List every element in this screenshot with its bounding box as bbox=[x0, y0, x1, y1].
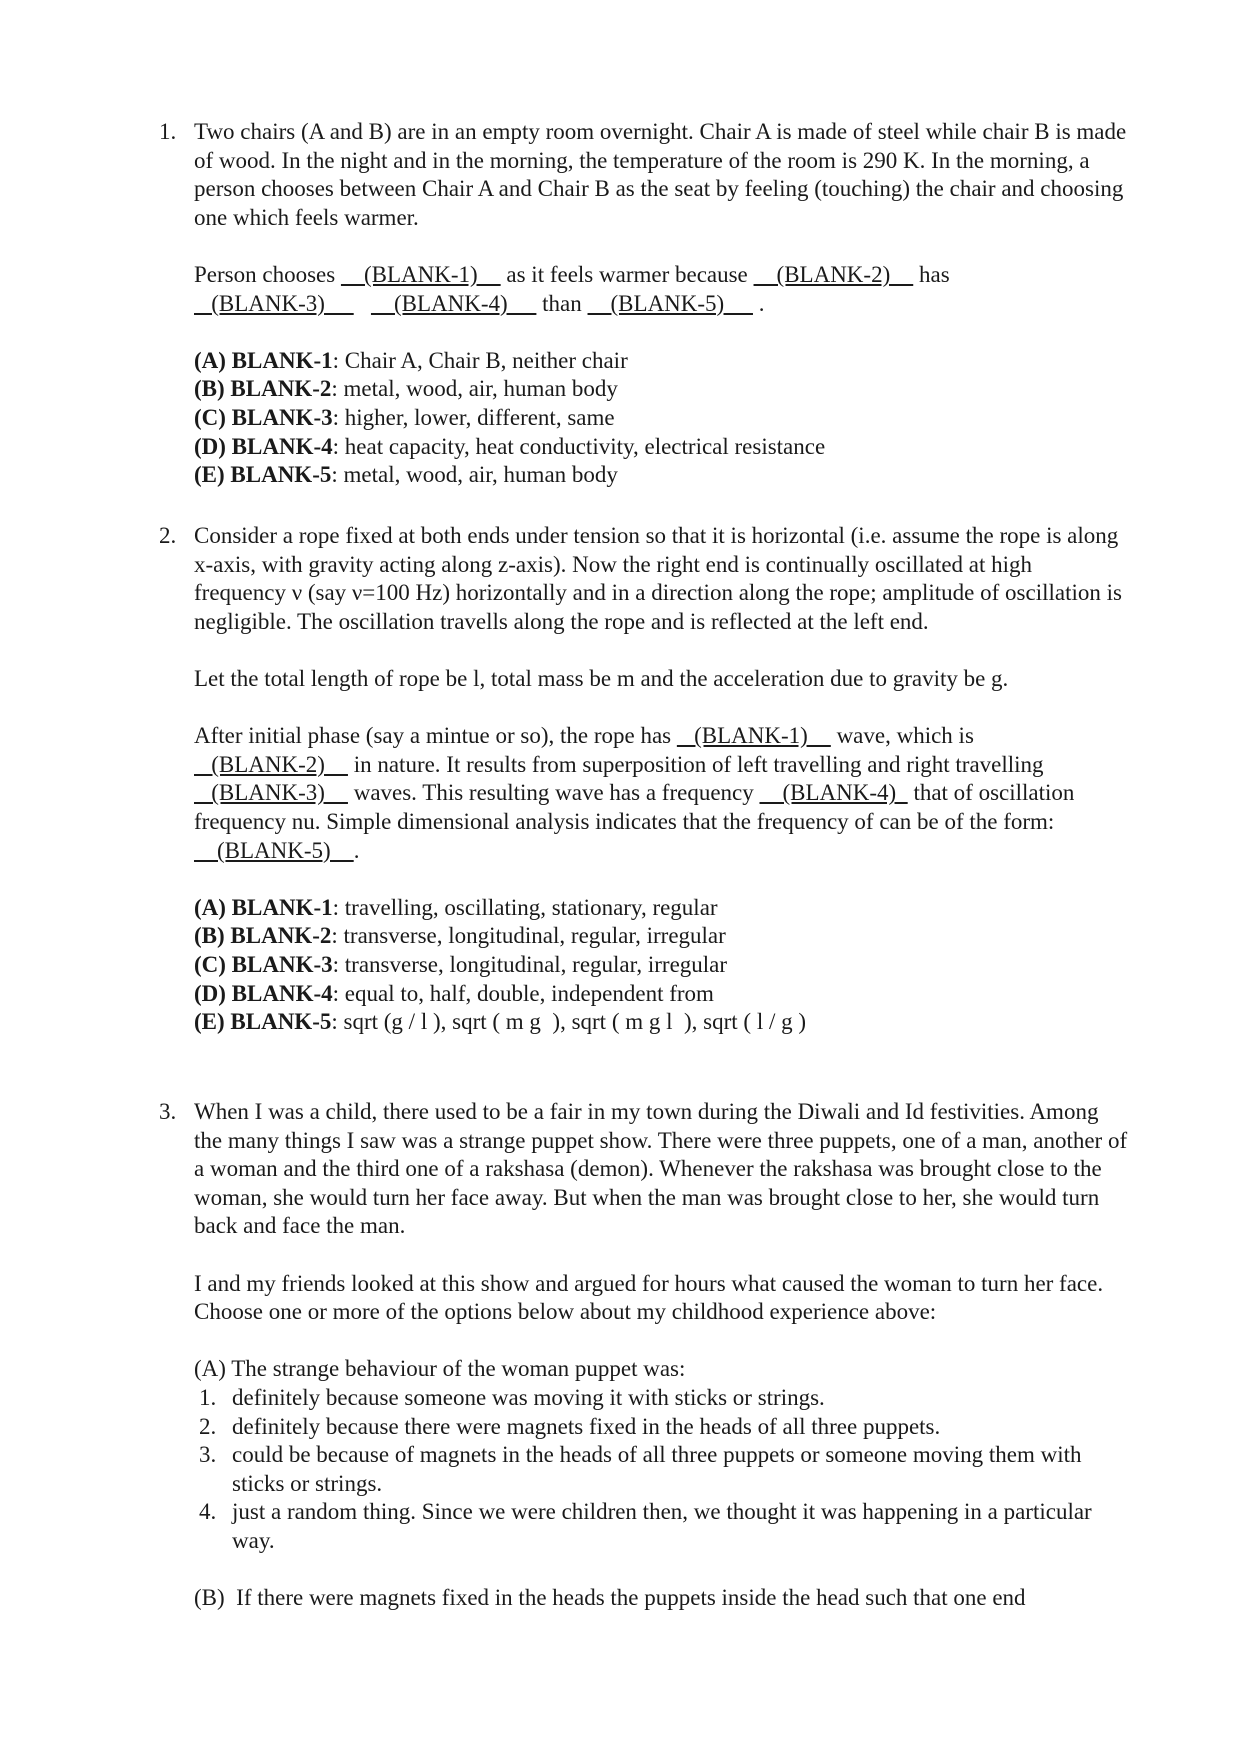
question-1 bbox=[159, 118, 1129, 490]
option-text: : metal, wood, air, human body bbox=[331, 462, 618, 488]
sentence-text: . bbox=[353, 837, 360, 863]
sentence-text: as it feels warmer because bbox=[500, 261, 754, 287]
list-item bbox=[194, 1498, 1129, 1555]
option-label: (D) BLANK-4 bbox=[194, 433, 333, 459]
option-line bbox=[194, 1008, 1129, 1037]
option-label: (D) BLANK-4 bbox=[194, 980, 333, 1006]
part-a-heading: (A) The strange behaviour of the woman puppet was: bbox=[194, 1356, 686, 1382]
question-text: When I was a child, there used to be a fair in my town during the Diwali and Id festivities. Among the many things I saw was a strange puppet show. There were three puppets, one of a man, another of a woman and the third one of a rakshasa (demon). Whenever the rakshasa was brought close to the woman, she would turn her face away. But when the man was brought close to her, she would turn back and face the man. bbox=[194, 1099, 1128, 1239]
sentence-text: wave, which is bbox=[830, 723, 974, 749]
list-item bbox=[194, 1413, 1129, 1442]
sentence-text: has bbox=[913, 261, 950, 287]
option-line bbox=[194, 404, 1129, 433]
fill-in-sentence bbox=[194, 722, 1129, 865]
part-b-text: (B) If there were magnets fixed in the heads the puppets inside the head such that one end bbox=[194, 1585, 1026, 1611]
blank-4: (BLANK-4) bbox=[370, 290, 537, 316]
sentence-text bbox=[354, 291, 371, 316]
blank-2: (BLANK-2) bbox=[194, 751, 348, 777]
sentence-text: Person chooses bbox=[194, 261, 341, 287]
option-line bbox=[194, 375, 1129, 404]
question-text: Let the total length of rope be l, total mass be m and the acceleration due to gravity be g. bbox=[194, 665, 1009, 691]
blank-5: (BLANK-5) bbox=[194, 837, 354, 863]
list-item-text: could be because of magnets in the heads of all three puppets or someone moving them with sticks or strings. bbox=[232, 1442, 1082, 1496]
question-text: I and my friends looked at this show and argued for hours what caused the woman to turn her face. Choose one or more of the options below about my childhood experience above: bbox=[194, 1270, 1104, 1325]
question-number: 3. bbox=[159, 1099, 177, 1124]
option-label: (A) BLANK-1 bbox=[194, 347, 333, 373]
question-number: 2. bbox=[159, 523, 177, 548]
list-item-number: 2. bbox=[199, 1413, 217, 1439]
blank-5: (BLANK-5) bbox=[587, 290, 753, 316]
question-2 bbox=[159, 522, 1129, 1037]
fill-in-sentence bbox=[194, 261, 1129, 318]
sentence-text: in nature. It results from superposition of left travelling and right travelling bbox=[347, 751, 1044, 777]
question-text: Consider a rope fixed at both ends under tension so that it is horizontal (i.e. assume the rope is along x-axis, with gravity acting along z-axis). Now the right end is continually oscillated at high frequency ν (say ν=100 Hz) horizontally and in a direction along the rope; amplitude of oscillation is negligible. The oscillation travells along the rope and is reflected at the left end. bbox=[194, 523, 1122, 634]
option-line bbox=[194, 894, 1129, 923]
option-text: : travelling, oscillating, stationary, regular bbox=[332, 894, 718, 920]
list-item-number: 3. bbox=[199, 1442, 217, 1468]
option-label: (C) BLANK-3 bbox=[194, 404, 333, 430]
sentence-text: waves. This resulting wave has a frequency bbox=[347, 780, 760, 806]
list-item-text: definitely because someone was moving it with sticks or strings. bbox=[232, 1384, 825, 1410]
sentence-text: that of oscillation frequency nu. Simple dimensional analysis indicates that the frequency of can be of the form: bbox=[194, 780, 1075, 834]
option-line bbox=[194, 980, 1129, 1009]
option-text: : metal, wood, air, human body bbox=[331, 376, 618, 402]
option-text: : equal to, half, double, independent from bbox=[332, 980, 714, 1006]
blank-1: (BLANK-1) bbox=[676, 723, 831, 749]
question-text: Two chairs (A and B) are in an empty room overnight. Chair A is made of steel while chair B is made of wood. In the night and in the morning, the temperature of the room is 290 K. In the morning, a person chooses between Chair A and Chair B as the seat by feeling (touching) the chair and choosing one which feels warmer. bbox=[194, 119, 1127, 230]
option-line bbox=[194, 433, 1129, 462]
sentence-text: than bbox=[536, 290, 588, 316]
sentence-text: . bbox=[752, 290, 765, 316]
option-text: : transverse, longitudinal, regular, irregular bbox=[332, 951, 728, 977]
option-text: : transverse, longitudinal, regular, irregular bbox=[331, 923, 726, 949]
blank-3: (BLANK-3) bbox=[194, 290, 354, 316]
option-label: (E) BLANK-5 bbox=[194, 1009, 332, 1035]
option-label: (B) BLANK-2 bbox=[194, 376, 332, 402]
option-line bbox=[194, 922, 1129, 951]
option-label: (B) BLANK-2 bbox=[194, 923, 332, 949]
blank-1: (BLANK-1) bbox=[340, 261, 501, 287]
option-text: : Chair A, Chair B, neither chair bbox=[332, 347, 628, 373]
option-text: : heat capacity, heat conductivity, electrical resistance bbox=[332, 433, 826, 459]
option-label: (A) BLANK-1 bbox=[194, 894, 333, 920]
sentence-text: After initial phase (say a mintue or so), the rope has bbox=[194, 723, 677, 749]
blank-3: (BLANK-3) bbox=[194, 780, 348, 806]
list-item bbox=[194, 1441, 1129, 1498]
option-text: : sqrt (g / l ), sqrt ( m g ), sqrt ( m g l ), sqrt ( l / g ) bbox=[331, 1009, 807, 1035]
option-line bbox=[194, 461, 1129, 490]
list-item bbox=[194, 1384, 1129, 1413]
option-text: : higher, lower, different, same bbox=[332, 404, 615, 430]
option-label: (C) BLANK-3 bbox=[194, 951, 333, 977]
list-item-number: 4. bbox=[199, 1499, 217, 1525]
option-line bbox=[194, 347, 1129, 376]
blank-4: (BLANK-4) bbox=[759, 780, 908, 806]
option-label: (E) BLANK-5 bbox=[194, 462, 332, 488]
question-3 bbox=[159, 1098, 1129, 1613]
blank-2: (BLANK-2) bbox=[753, 261, 914, 287]
question-number: 1. bbox=[159, 119, 177, 144]
list-item-number: 1. bbox=[199, 1384, 217, 1410]
list-item-text: just a random thing. Since we were children then, we thought it was happening in a particular way. bbox=[232, 1499, 1092, 1553]
option-line bbox=[194, 951, 1129, 980]
list-item-text: definitely because there were magnets fixed in the heads of all three puppets. bbox=[232, 1413, 941, 1439]
